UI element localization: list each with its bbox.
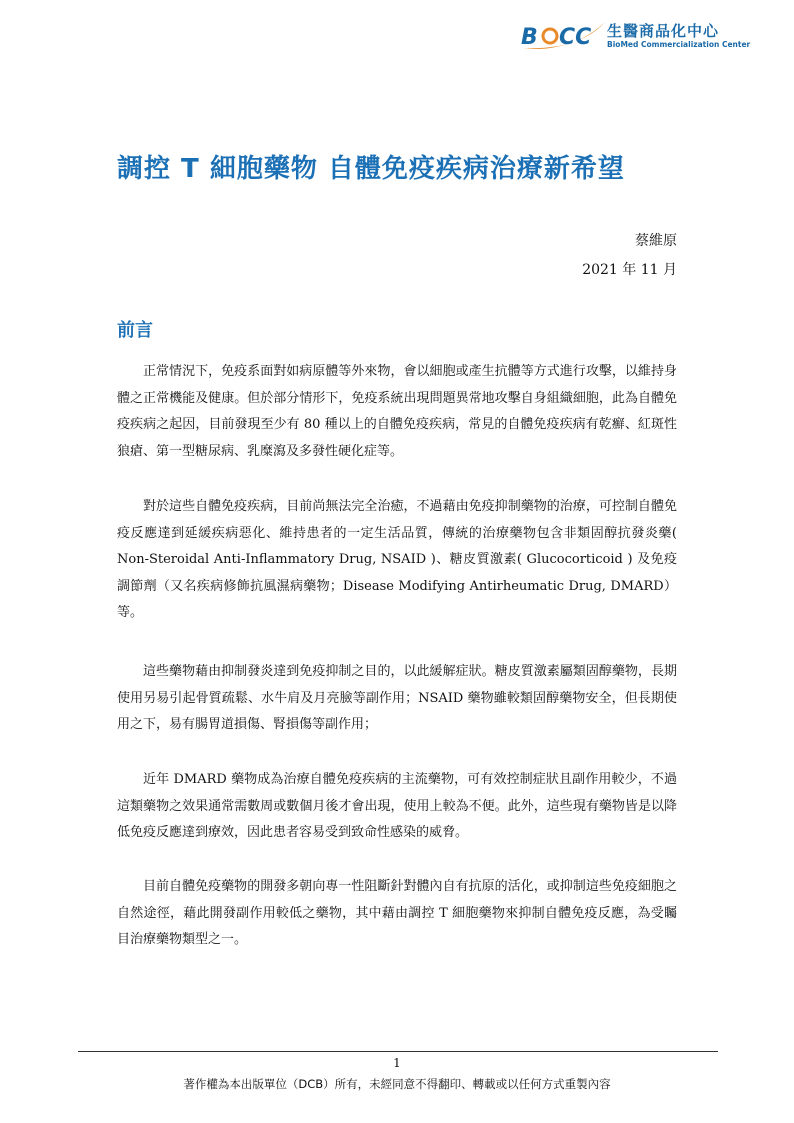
document-title: 調控 T 細胞藥物 自體免疫疾病治療新希望: [117, 154, 625, 184]
footer-divider: [78, 1051, 718, 1052]
paragraph: 正常情況下，免疫系面對如病原體等外來物，會以細胞或產生抗體等方式進行攻擊，以維持身體之正常機能及健康。但於部分情形下，免疫系統出現問題異常地攻擊自身組織細胞，此為自體免疫疾病之起因，目前發現至少有 80 種以上的自體免疫疾病，常見的自體免疫疾病有乾癬、紅斑性狼瘡、第一型糖尿病、乳糜瀉及多發性硬化症等。: [117, 364, 677, 459]
svg-text:CC: CC: [559, 25, 592, 50]
paragraph: 這些藥物藉由抑制發炎達到免疫抑制之目的，以此緩解症狀。糖皮質激素屬類固醇藥物，長期使用另易引起骨質疏鬆、水牛肩及月亮臉等副作用；NSAID 藥物雖較類固醇藥物安全，但長期使用之下，易有腸胃道損傷、腎損傷等副作用；: [117, 664, 677, 732]
svg-text:B: B: [521, 25, 538, 50]
author: 蔡維原: [635, 233, 677, 249]
bmcc-logo: [519, 18, 759, 52]
bmcc-logo-mark: [519, 18, 607, 52]
section-heading: 前言: [117, 320, 153, 341]
paragraph: 目前自體免疫藥物的開發多朝向專一性阻斷針對體內自有抗原的活化，或抑制這些免疫細胞之自然途徑，藉此開發副作用較低之藥物，其中藉由調控 T 細胞藥物來抑制自體免疫反應，為受矚目治療藥物類型之一。: [117, 879, 677, 947]
logo-name-en: BioMed Commercialization Center: [607, 40, 751, 49]
paragraph: 對於這些自體免疫疾病，目前尚無法完全治癒，不過藉由免疫抑制藥物的治療，可控制自體免疫反應達到延緩疾病惡化、維持患者的一定生活品質，傳統的治療藥物包含非類固醇抗發炎藥( Non-Steroidal Anti-Inflammatory Drug, NSAID )、糖皮質激素( Glucocorticoid ) 及免疫調節劑（又名疾病修飾抗風濕病藥物；Disease Modifying Antirheumatic Drug, DMARD）等。: [117, 499, 677, 620]
publication-date: 2021 年 11 月: [582, 262, 677, 278]
copyright-notice: 著作權為本出版單位（DCB）所有，未經同意不得翻印、轉載或以任何方式重製內容: [183, 1077, 611, 1091]
page-number: 1: [393, 1056, 401, 1070]
paragraph: 近年 DMARD 藥物成為治療自體免疫疾病的主流藥物，可有效控制症狀且副作用較少，不過這類藥物之效果通常需數周或數個月後才會出現，使用上較為不便。此外，這些現有藥物皆是以降低免疫反應達到療效，因此患者容易受到致命性感染的威脅。: [117, 772, 677, 840]
logo-name-zh: 生醫商品化中心: [607, 22, 720, 40]
